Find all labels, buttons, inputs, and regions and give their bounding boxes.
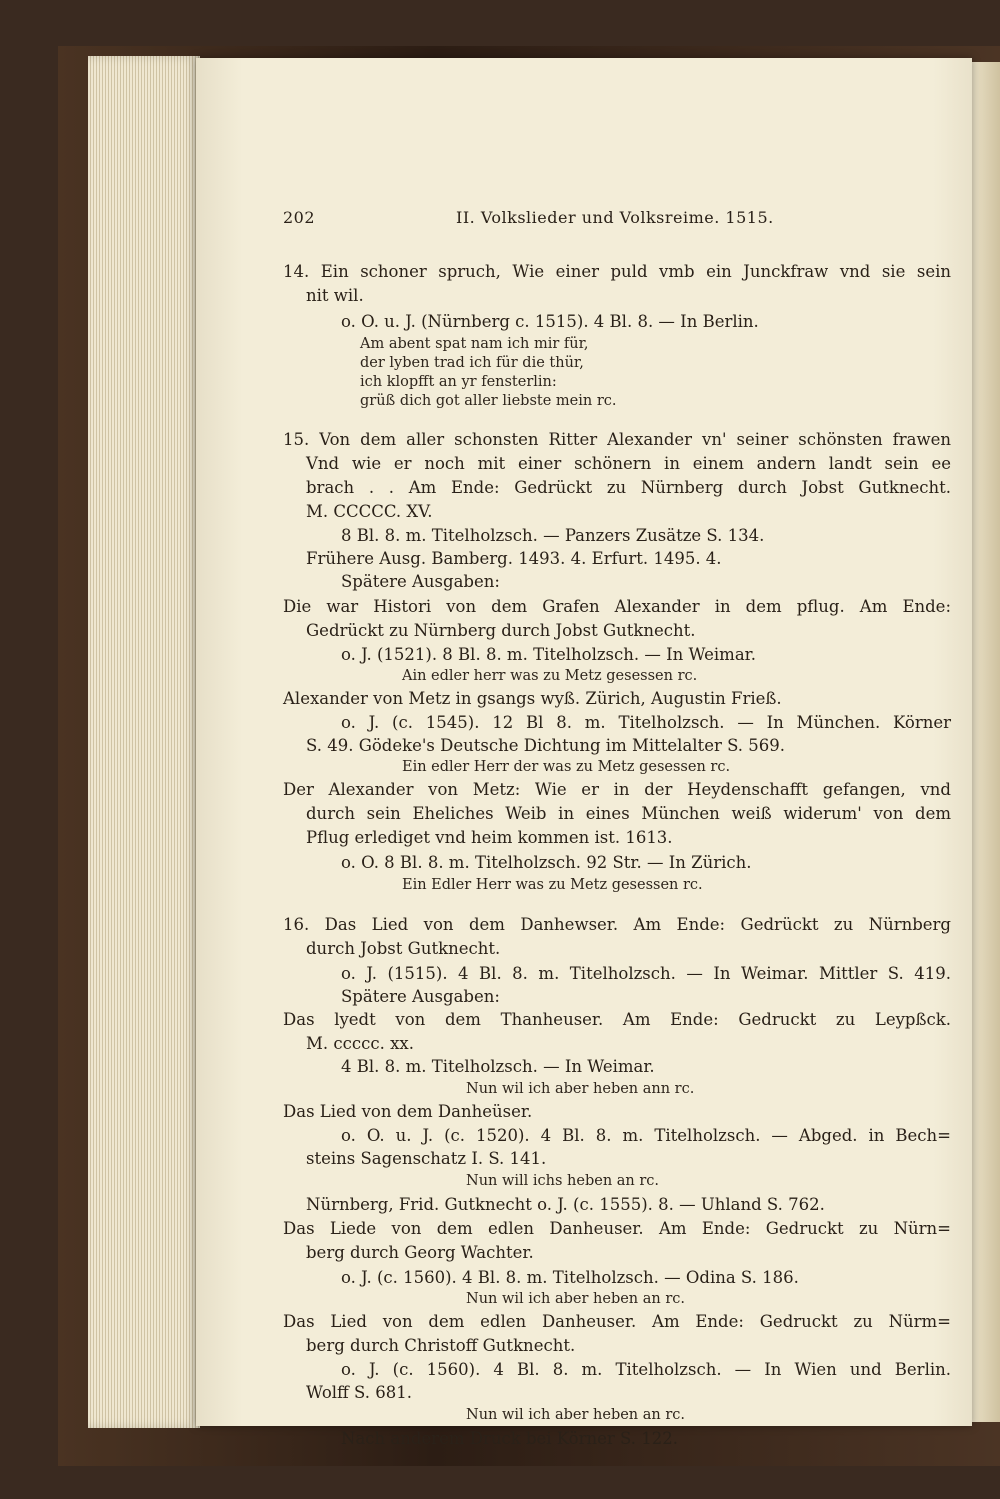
text-line: Nach anderem Druck bei Körner S. 122. xyxy=(341,1429,678,1448)
text-line: Ain edler herr was zu Metz gesessen rc. xyxy=(402,668,698,684)
text-line: o. O. u. J. (c. 1520). 4 Bl. 8. m. Titelholzsch. — Abged. in Bech= xyxy=(341,1126,951,1145)
book-page xyxy=(196,58,972,1448)
text-line: Die war Histori von dem Grafen Alexander in dem pflug. Am Ende: xyxy=(283,597,951,616)
page-number: 202 xyxy=(283,208,316,227)
text-line: o. J. (1515). 4 Bl. 8. m. Titelholzsch. — In Weimar. Mittler S. 419. xyxy=(341,964,951,983)
text-line: Nun will ichs heben an rc. xyxy=(466,1173,660,1189)
text-line: Der Alexander von Metz: Wie er in der Heydenschafft gefangen, vnd xyxy=(283,780,951,799)
text-line: 4 Bl. 8. m. Titelholzsch. — In Weimar. xyxy=(341,1057,655,1076)
text-line: berg durch Georg Wachter. xyxy=(306,1243,534,1262)
text-line: ich klopfft an yr fensterlin: xyxy=(360,374,557,390)
text-line: o. J. (c. 1545). 12 Bl 8. m. Titelholzsch. — In München. Körner xyxy=(341,713,951,732)
text-line: Das Lied von dem Danheüser. xyxy=(283,1102,533,1121)
facing-page-edge xyxy=(972,62,1000,1422)
text-line: o. J. (c. 1560). 4 Bl. 8. m. Titelholzsch. — Odina S. 186. xyxy=(341,1268,799,1287)
text-line: Pflug erlediget vnd heim kommen ist. 1613. xyxy=(306,828,673,847)
text-line: 16. Das Lied von dem Danhewser. Am Ende: Gedrückt zu Nürnberg xyxy=(283,915,951,934)
text-line: Vnd wie er noch mit einer schönern in einem andern landt sein ee xyxy=(306,454,951,473)
text-line: 15. Von dem aller schonsten Ritter Alexander vn' seiner schönsten frawen xyxy=(283,430,951,449)
text-line: M. CCCCC. XV. xyxy=(306,502,433,521)
text-line: Alexander von Metz in gsangs wyß. Zürich, Augustin Frieß. xyxy=(283,689,782,708)
text-line: Frühere Ausg. Bamberg. 1493. 4. Erfurt. 1495. 4. xyxy=(306,549,722,568)
text-line: Spätere Ausgaben: xyxy=(341,572,500,591)
text-line: Wolff S. 681. xyxy=(306,1383,412,1402)
text-line: Nürnberg, Frid. Gutknecht o. J. (c. 1555). 8. — Uhland S. 762. xyxy=(306,1195,825,1214)
text-line: Spätere Ausgaben: xyxy=(341,987,500,1006)
text-line: M. ccccc. xx. xyxy=(306,1034,414,1053)
text-line: 8 Bl. 8. m. Titelholzsch. — Panzers Zusätze S. 134. xyxy=(341,526,765,545)
text-line: berg durch Christoff Gutknecht. xyxy=(306,1336,576,1355)
text-line: nit wil. xyxy=(306,286,364,305)
text-line: Ein edler Herr der was zu Metz gesessen rc. xyxy=(402,759,731,775)
text-line: durch sein Eheliches Weib in eines München weiß widerum' von dem xyxy=(306,804,951,823)
text-line: grüß dich got aller liebste mein rc. xyxy=(360,393,617,409)
text-line: Am abent spat nam ich mir für, xyxy=(360,336,589,352)
text-line: Das Liede von dem edlen Danheuser. Am Ende: Gedruckt zu Nürn= xyxy=(283,1219,951,1238)
text-line: Das Lied von dem edlen Danheuser. Am Ende: Gedruckt zu Nürm= xyxy=(283,1312,951,1331)
text-line: Das lyedt von dem Thanheuser. Am Ende: Gedruckt zu Leypßck. xyxy=(283,1010,951,1029)
text-line: Nun wil ich aber heben an rc. xyxy=(466,1407,686,1423)
page-edges xyxy=(88,56,200,1428)
running-title: II. Volkslieder und Volksreime. 1515. xyxy=(456,208,774,227)
text-line: der lyben trad ich für die thür, xyxy=(360,355,584,371)
text-line: Nun wil ich aber heben an rc. xyxy=(466,1291,686,1307)
text-line: o. J. (c. 1560). 4 Bl. 8. m. Titelholzsch. — In Wien und Berlin. xyxy=(341,1360,951,1379)
text-line: durch Jobst Gutknecht. xyxy=(306,939,501,958)
text-line: Nun wil ich aber heben ann rc. xyxy=(466,1081,695,1097)
text-line: S. 49. Gödeke's Deutsche Dichtung im Mittelalter S. 569. xyxy=(306,736,786,755)
text-line: steins Sagenschatz I. S. 141. xyxy=(306,1149,547,1168)
text-line: Ein Edler Herr was zu Metz gesessen rc. xyxy=(402,877,703,893)
text-line: 14. Ein schoner spruch, Wie einer puld vmb ein Junckfraw vnd sie sein xyxy=(283,262,951,281)
text-line: o. O. u. J. (Nürnberg c. 1515). 4 Bl. 8. — In Berlin. xyxy=(341,312,759,331)
text-line: Gedrückt zu Nürnberg durch Jobst Gutknecht. xyxy=(306,621,696,640)
text-line: o. O. 8 Bl. 8. m. Titelholzsch. 92 Str. — In Zürich. xyxy=(341,853,752,872)
text-line: o. J. (1521). 8 Bl. 8. m. Titelholzsch. — In Weimar. xyxy=(341,645,756,664)
text-line: brach . . Am Ende: Gedrückt zu Nürnberg durch Jobst Gutknecht. xyxy=(306,478,951,497)
